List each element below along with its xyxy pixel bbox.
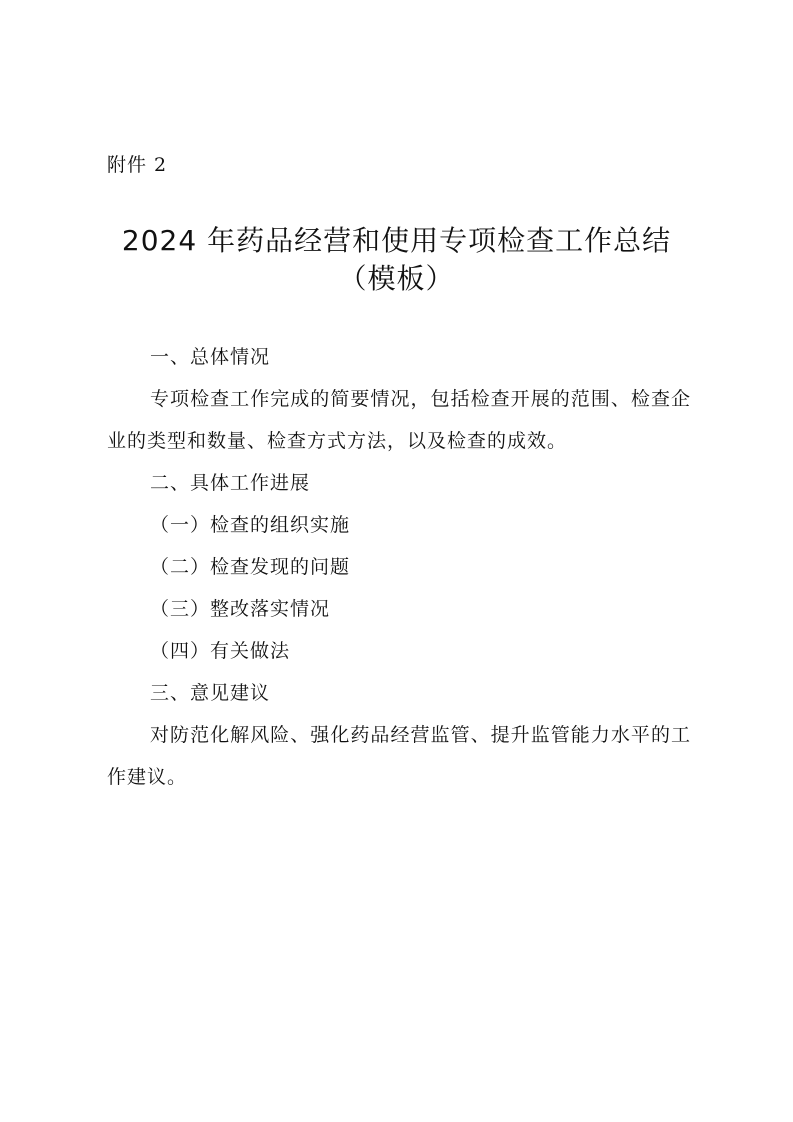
subsection-item: （二）检查发现的问题 [150,556,351,578]
title-line-main: 2024 年药品经营和使用专项检查工作总结 [121,224,672,257]
section-body-overview: 专项检查工作完成的简要情况，包括检查开展的范围、检查企业的类型和数量、检查方式方法，以及检查的成效。 [107,388,691,452]
document-title [80,222,713,298]
title-line-sub: （模板） [338,262,455,295]
section-body-suggestions: 对防范化解风险、强化药品经营监管、提升监管能力水平的工作建议。 [107,724,691,788]
subsection-item: （四）有关做法 [150,640,291,662]
section-heading-progress: 二、具体工作进展 [150,472,311,494]
subsection-item: （一）检查的组织实施 [150,514,351,536]
document-body [107,336,691,798]
section-heading-overview: 一、总体情况 [150,346,271,368]
attachment-label: 附件 2 [107,154,168,176]
subsection-item: （三）整改落实情况 [150,598,331,620]
section-heading-suggestions: 三、意见建议 [150,682,271,704]
